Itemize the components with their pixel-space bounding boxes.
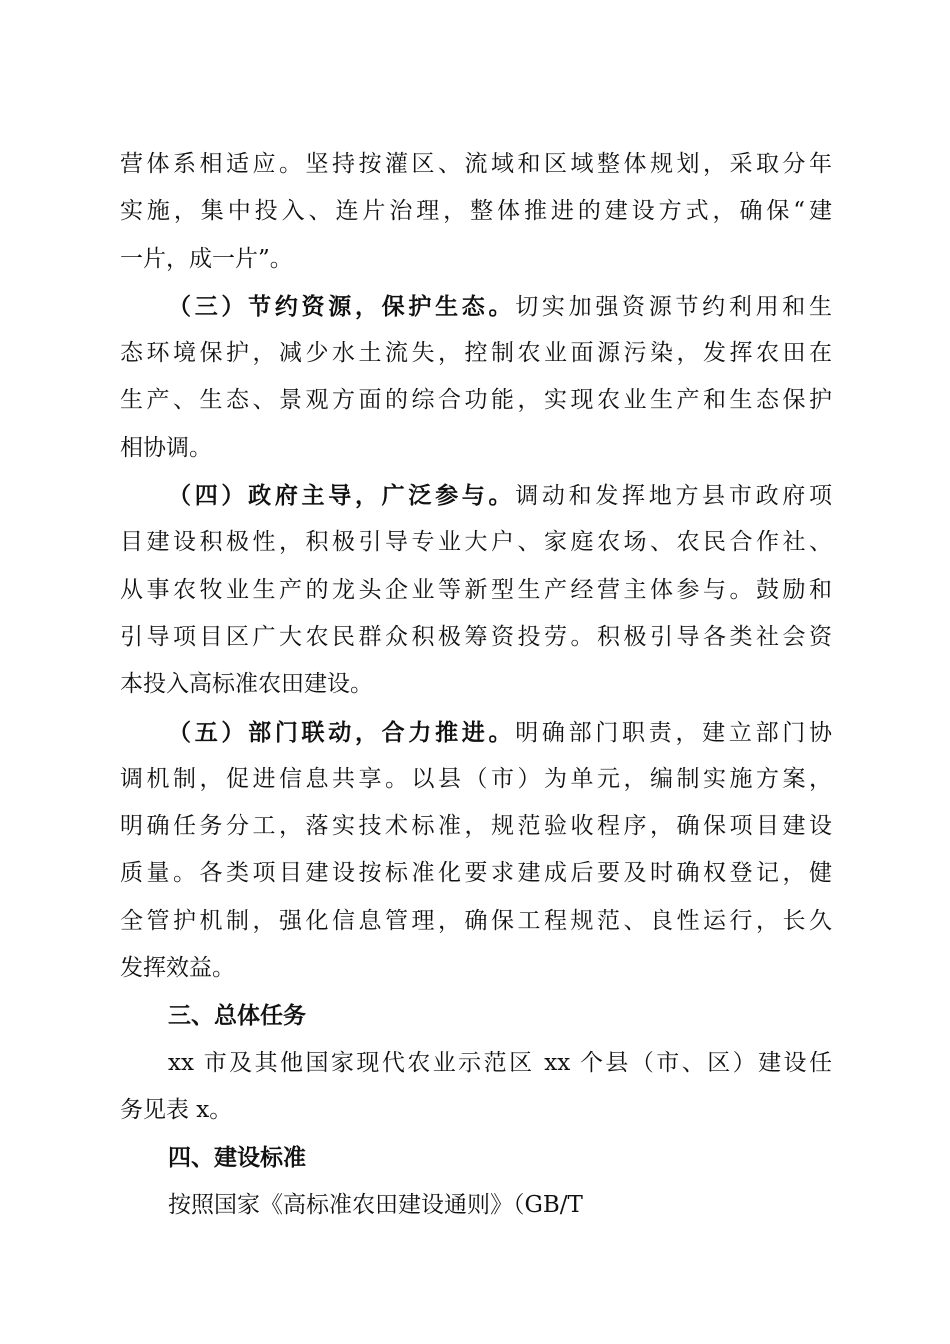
- document-body: [120, 141, 832, 1229]
- body-line: 发挥效益。: [120, 955, 235, 982]
- standards-first-line: 按照国家《高标准农田建设通则》（GB/T: [168, 1191, 583, 1218]
- body-line: 相协调。: [120, 434, 212, 461]
- principle-3-heading: （三）节约资源，保护生态。: [168, 292, 516, 320]
- principle-5-heading: （五）部门联动，合力推进。: [168, 718, 516, 746]
- body-line: 全管护机制，强化信息管理，确保工程规范、良性运行，长久: [120, 907, 832, 934]
- body-line: 实施，集中投入、连片治理，整体推进的建设方式，确保“建: [120, 198, 832, 225]
- principle-5-text: 明确部门职责，建立部门协: [515, 719, 832, 746]
- body-line: 目建设积极性，积极引导专业大户、家庭农场、农民合作社、: [120, 529, 832, 556]
- body-line: 明确任务分工，落实技术标准，规范验收程序，确保项目建设: [120, 813, 832, 840]
- section-heading-overall-tasks: 三、总体任务: [168, 1002, 306, 1030]
- principle-5-first-line: [120, 709, 832, 756]
- principle-4-heading: （四）政府主导，广泛参与。: [168, 482, 516, 510]
- body-line: 态环境保护，减少水土流失，控制农业面源污染，发挥农田在: [120, 340, 832, 367]
- body-line: 从事农牧业生产的龙头企业等新型生产经营主体参与。鼓励和: [120, 576, 832, 603]
- body-line: 生产、生态、景观方面的综合功能，实现农业生产和生态保护: [120, 387, 832, 414]
- body-line: 营体系相适应。坚持按灌区、流域和区域整体规划，采取分年: [120, 151, 832, 177]
- principle-4-text: 调动和发挥地方县市政府项: [515, 483, 832, 510]
- section-heading-construction-standards: 四、建设标准: [168, 1144, 306, 1172]
- body-line: 务见表 x。: [120, 1096, 233, 1123]
- principle-3-text: 切实加强资源节约利用和生: [515, 293, 832, 320]
- body-line: 调机制，促进信息共享。以县（市）为单元，编制实施方案，: [120, 765, 832, 792]
- body-line: 本投入高标准农田建设。: [120, 671, 373, 698]
- principle-3-first-line: [120, 283, 832, 330]
- body-line: 引导项目区广大农民群众积极筹资投劳。积极引导各类社会资: [120, 623, 832, 650]
- body-line: 质量。各类项目建设按标准化要求建成后要及时确权登记，健: [120, 860, 832, 887]
- principle-4-first-line: [120, 472, 832, 519]
- tasks-first-line: xx 市及其他国家现代农业示范区 xx 个县（市、区）建设任: [168, 1049, 832, 1076]
- body-line: 一片，成一片”。: [120, 245, 293, 272]
